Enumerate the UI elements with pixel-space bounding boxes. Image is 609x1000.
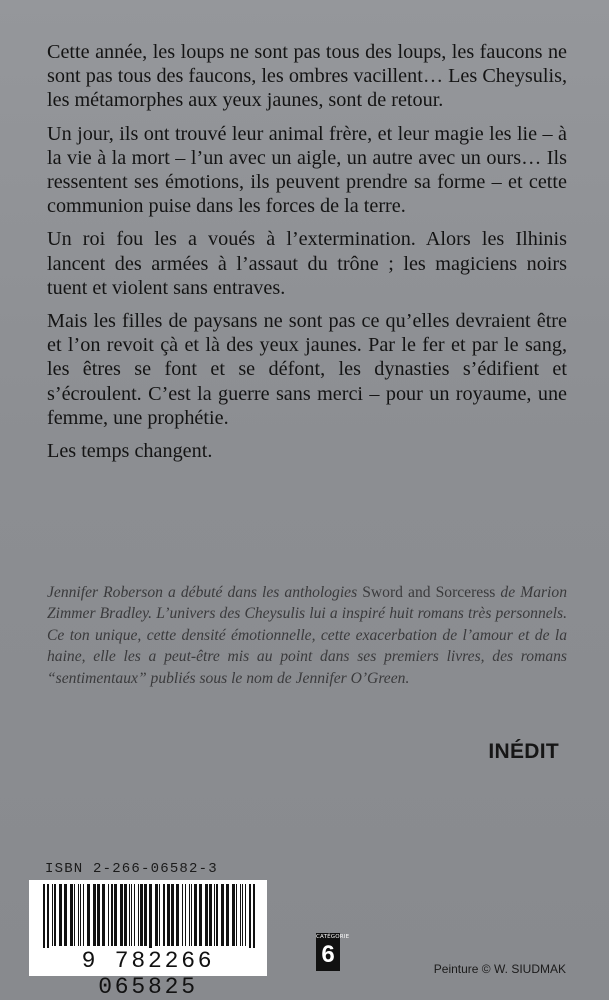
barcode-bar [64, 884, 67, 946]
barcode-bar [240, 884, 241, 946]
barcode-bar [83, 884, 84, 946]
barcode-bar [80, 884, 81, 946]
barcode-bar [249, 884, 251, 950]
barcode-bar [176, 884, 179, 946]
barcode-bar [221, 884, 224, 946]
barcode-bar [191, 884, 192, 946]
barcode-bar [124, 884, 127, 946]
barcode-bar [163, 884, 165, 946]
blurb-paragraph-5: Les temps changent. [47, 440, 213, 463]
barcode-bar [194, 884, 197, 946]
author-bio-text-1: Jennifer Roberson a débuté dans les anthologies [47, 584, 363, 601]
barcode-bar [171, 884, 174, 946]
barcode [29, 880, 267, 1000]
barcode-bar [199, 884, 202, 946]
barcode-bar [74, 884, 75, 946]
barcode-bar [226, 884, 229, 946]
barcode-bar [242, 884, 243, 946]
blurb-paragraph-1: Cette année, les loups ne sont pas tous des loups, les faucons ne sont pas tous des faucons, les ombres vacillent… Les Cheysulis, les métamorphes aux yeux jaunes, sont de retour. [47, 41, 567, 112]
barcode-bar [120, 884, 123, 946]
barcode-bar [209, 884, 212, 946]
barcode-bar [70, 884, 73, 946]
barcode-bar [140, 884, 143, 946]
blurb-paragraph-4: Mais les filles de paysans ne sont pas ce qu’elles devraient être et l’on revoit çà et là des yeux jaunes. Par le fer et par le sang, les êtres se font et se défont, les dynasties s’édifient et s’écroulent. C’est la guerre sans merci – pour un royaume, une femme, une prophétie. [47, 310, 567, 429]
category-badge [316, 933, 350, 971]
blurb-paragraph-3: Un roi fou les a voués à l’extermination. Alors les Ilhinis lancent des armées à l’assaut du trône ; les magiciens noirs tuent et violent sans entraves. [47, 228, 567, 299]
author-bio-text-2: de Marion Zimmer Bradley. L’univers des Cheysulis lui a inspiré huit romans très personnels. Ce ton unique, cette densité émotionnelle, cette exacerbation de l’amour et de la haine, elle les a peut-être mis au point dans ses premiers livres, des romans “sentimentaux” publiés sous le nom de Jennifer O’Green. [47, 584, 567, 687]
barcode-bar [111, 884, 113, 946]
barcode-bar [245, 884, 246, 946]
barcode-bar [138, 884, 139, 946]
isbn-text: ISBN 2-266-06582-3 [45, 861, 218, 877]
author-bio [47, 582, 567, 689]
barcode-bar [134, 884, 135, 946]
blurb-paragraph-2: Un jour, ils ont trouvé leur animal frère, et leur magie les lie – à la vie à la mort – l’un avec un aigle, un autre avec un ours… Ils ressentent ses émotions, ils peuvent prendre sa forme – et cette communion puise dans les forces de la terre. [47, 122, 567, 218]
barcode-bar [182, 884, 183, 946]
category-number: 6 [321, 941, 335, 968]
barcode-bar [97, 884, 100, 946]
barcode-bar [159, 884, 160, 946]
barcode-bar [108, 884, 109, 946]
barcode-bar [78, 884, 79, 946]
back-cover-blurb [47, 40, 567, 472]
barcode-bar [43, 884, 45, 950]
inedit-label: INÉDIT [488, 740, 559, 763]
barcode-bar [114, 884, 117, 946]
barcode-bar [189, 884, 190, 946]
barcode-bar [149, 884, 152, 950]
barcode-bar [214, 884, 215, 946]
barcode-bar [253, 884, 255, 950]
barcode-bar [54, 884, 56, 946]
category-label: CATÉGORIE [316, 934, 350, 940]
barcode-bar [47, 884, 49, 950]
barcode-bar [216, 884, 218, 946]
barcode-bar [167, 884, 170, 946]
barcode-bar [129, 884, 130, 946]
barcode-bar [52, 884, 53, 946]
barcode-bar [87, 884, 90, 946]
barcode-bar [155, 884, 158, 946]
barcode-bar [131, 884, 132, 946]
barcode-bar [236, 884, 237, 946]
barcode-bar [102, 884, 105, 946]
barcode-bar [185, 884, 186, 946]
barcode-bar [205, 884, 208, 946]
cover-art-credit: Peinture © W. SIUDMAK [433, 962, 566, 976]
barcode-bar [144, 884, 147, 946]
barcode-bar [59, 884, 62, 946]
barcode-bar [93, 884, 96, 946]
anthology-title: Sword and Sorceress [362, 584, 496, 601]
barcode-number: 9 782266 065825 [29, 948, 267, 974]
barcode-bars [29, 880, 267, 950]
barcode-bar [232, 884, 235, 946]
